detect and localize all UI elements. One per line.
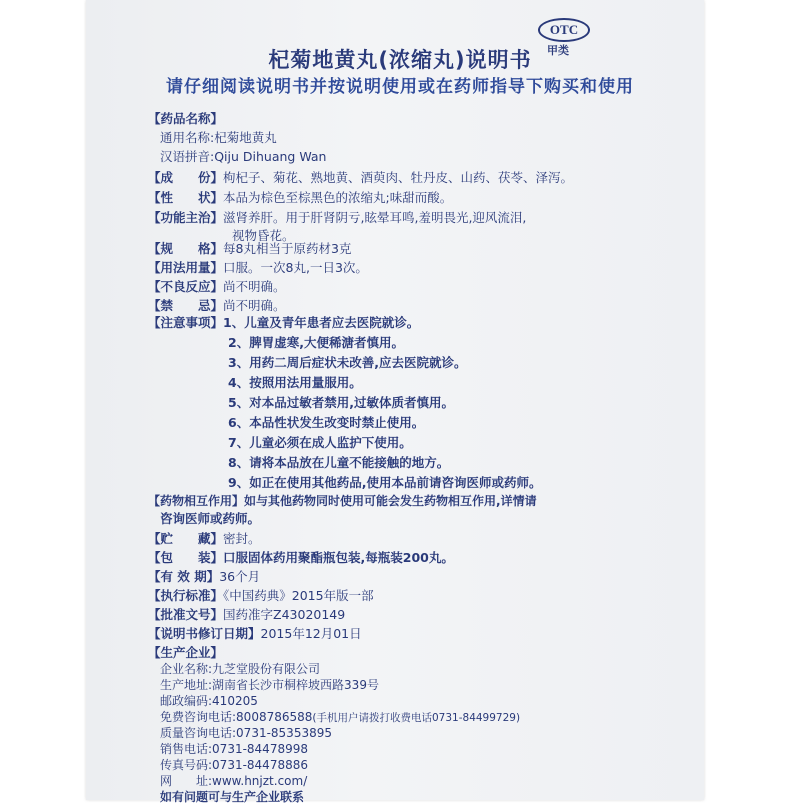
dosage-row <box>148 259 368 277</box>
generic-name-row <box>160 129 277 147</box>
free-hotline-value: 8008786588 <box>236 710 313 724</box>
website-row <box>160 774 307 789</box>
spec-label: 【规 格】 <box>148 241 224 256</box>
storage-value: 密封。 <box>223 531 261 546</box>
address-row <box>160 678 379 693</box>
approval-value: 国药准字Z43020149 <box>223 607 346 622</box>
character-row <box>148 189 452 207</box>
spec-row <box>148 240 351 258</box>
adverse-row <box>148 278 286 296</box>
interaction-label: 【药物相互作用】 <box>148 494 245 508</box>
quality-row <box>160 726 332 741</box>
pinyin-row <box>160 148 326 166</box>
fax-row <box>160 758 308 773</box>
package-label: 【包 装】 <box>148 550 224 565</box>
fax-label: 传真号码: <box>160 758 213 772</box>
contra-label: 【禁 忌】 <box>148 298 224 313</box>
composition-row <box>148 169 573 187</box>
precautions-row <box>148 314 419 332</box>
precautions-label: 【注意事项】 <box>148 315 224 330</box>
free-hotline-row <box>160 710 520 726</box>
pinyin-value: Qiju Dihuang Wan <box>214 149 327 164</box>
spec-value: 每8丸相当于原药材3克 <box>223 241 352 256</box>
storage-label: 【贮 藏】 <box>148 531 224 546</box>
sales-value: 0731-84478998 <box>212 742 308 756</box>
interaction-continuation: 咨询医师或药师。 <box>160 511 261 526</box>
website-value: www.hnjzt.com/ <box>212 774 308 788</box>
precaution-item: 1、儿童及青年患者应去医院就诊。 <box>223 315 420 330</box>
usage-notice: 请仔细阅读说明书并按说明使用或在药师指导下购买和使用 <box>166 77 634 97</box>
revision-label: 【说明书修订日期】 <box>148 626 261 641</box>
quality-label: 质量咨询电话: <box>160 726 237 740</box>
otc-badge: OTC <box>538 18 590 42</box>
free-hotline-note: (手机用户请拨打收费电话0731-84499729) <box>312 712 521 724</box>
manufacturer-label: 【生产企业】 <box>148 645 224 660</box>
validity-label: 【有 效 期】 <box>148 569 220 584</box>
free-hotline-label: 免费咨询电话: <box>160 710 237 724</box>
adverse-value: 尚不明确。 <box>223 279 286 294</box>
sales-row <box>160 742 308 757</box>
zip-value: 410205 <box>212 694 258 708</box>
approval-label: 【批准文号】 <box>148 607 224 622</box>
zip-row <box>160 694 258 709</box>
standard-row <box>148 587 374 605</box>
drug-name-label: 【药品名称】 <box>148 111 224 126</box>
character-value: 本品为棕色至棕黑色的浓缩丸;味甜而酸。 <box>223 190 453 205</box>
standard-value: 《中国药典》2015年版一部 <box>223 588 374 603</box>
generic-name-value: 杞菊地黄丸 <box>214 130 277 145</box>
composition-value: 枸杞子、菊花、熟地黄、酒萸肉、牡丹皮、山药、茯苓、泽泻。 <box>223 170 574 185</box>
package-value: 口服固体药用聚酯瓶包装,每瓶装200丸。 <box>223 550 454 565</box>
pinyin-label: 汉语拼音: <box>160 149 215 164</box>
precaution-item: 5、对本品过敏者禁用,过敏体质者慎用。 <box>228 395 454 410</box>
fax-value: 0731-84478886 <box>212 758 308 772</box>
contra-value: 尚不明确。 <box>223 298 286 313</box>
interaction-row <box>148 492 537 510</box>
quality-value: 0731-85353895 <box>236 726 332 740</box>
sales-label: 销售电话: <box>160 742 213 756</box>
revision-value: 2015年12月01日 <box>260 626 362 641</box>
validity-value: 36个月 <box>219 569 261 584</box>
company-label: 企业名称: <box>160 662 213 676</box>
character-label: 【性 状】 <box>148 190 224 205</box>
precaution-item: 8、请将本品放在儿童不能接触的地方。 <box>228 455 450 470</box>
approval-row <box>148 606 345 624</box>
footer-note: 如有问题可与生产企业联系 <box>160 790 305 804</box>
composition-label: 【成 份】 <box>148 170 224 185</box>
company-value: 九芝堂股份有限公司 <box>212 662 321 676</box>
adverse-label: 【不良反应】 <box>148 279 224 294</box>
company-row <box>160 662 320 677</box>
dosage-value: 口服。一次8丸,一日3次。 <box>223 260 368 275</box>
precaution-item: 2、脾胃虚寒,大便稀溏者慎用。 <box>228 335 404 350</box>
dosage-label: 【用法用量】 <box>148 260 224 275</box>
page-title: 杞菊地黄丸(浓缩丸)说明书 <box>268 48 532 72</box>
storage-row <box>148 530 261 548</box>
standard-label: 【执行标准】 <box>148 588 224 603</box>
precaution-item: 4、按照用法用量服用。 <box>228 375 362 390</box>
indications-continuation: 视物昏花。 <box>232 228 295 243</box>
generic-name-label: 通用名称: <box>160 130 215 145</box>
precaution-item: 3、用药二周后症状未改善,应去医院就诊。 <box>228 355 467 370</box>
precaution-item: 7、儿童必须在成人监护下使用。 <box>228 435 412 450</box>
otc-class-label: 甲类 <box>547 44 569 57</box>
website-label: 网 址: <box>160 774 213 788</box>
interaction-value: 如与其他药物同时使用可能会发生药物相互作用,详情请 <box>244 494 537 508</box>
address-label: 生产地址: <box>160 678 213 692</box>
indications-value: 滋肾养肝。用于肝肾阴亏,眩晕耳鸣,羞明畏光,迎风流泪, <box>223 210 527 225</box>
revision-row <box>148 625 362 643</box>
indications-label: 【功能主治】 <box>148 210 224 225</box>
validity-row <box>148 568 260 586</box>
package-row <box>148 549 454 567</box>
zip-label: 邮政编码: <box>160 694 213 708</box>
precaution-item: 6、本品性状发生改变时禁止使用。 <box>228 415 425 430</box>
address-value: 湖南省长沙市桐梓坡西路339号 <box>212 678 379 692</box>
precaution-item: 9、如正在使用其他药品,使用本品前请咨询医师或药师。 <box>228 475 542 490</box>
contra-row <box>148 297 286 315</box>
indications-row <box>148 209 526 227</box>
